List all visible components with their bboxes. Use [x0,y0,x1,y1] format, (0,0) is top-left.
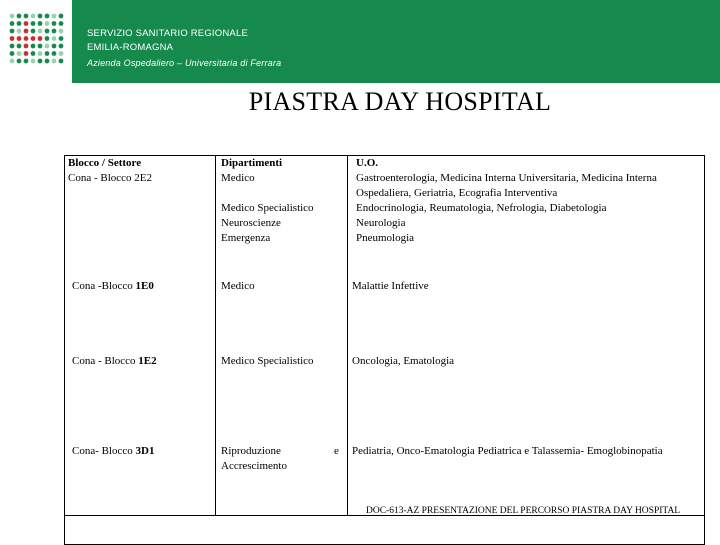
logo-dot [17,59,22,64]
logo-dot [59,59,64,64]
table-cell-uo: Pediatria, Onco-Ematologia Pediatrica e Talassemia- Emoglobinopatia [352,445,663,457]
logo-dot [17,14,22,19]
logo-dot [52,59,57,64]
logo-dot [52,51,57,56]
logo-dot [45,44,50,49]
table-cell-blocco [72,279,154,294]
blocco-prefix: Cona -Blocco [72,280,136,292]
blocco-prefix: Cona- Blocco [72,445,136,457]
logo-dot [10,29,15,34]
logo-dot [45,21,50,26]
logo-dot [31,44,36,49]
logo-dot [52,21,57,26]
table-cell-dipartimento: Medico [221,280,255,292]
logo-dot [38,29,43,34]
table-cell-dipartimento: Medico Specialistico [221,202,314,214]
table-cell-blocco: Cona - Blocco 2E2 [68,172,153,184]
header-blocco: Blocco / Settore [68,157,142,169]
header-uo: U.O. [356,157,378,169]
table-cell-dipartimento: Accrescimento [221,460,287,472]
logo-dot [45,29,50,34]
logo-dot [59,21,64,26]
blocco-code: 1E0 [135,280,154,292]
logo-dot [24,44,29,49]
blocco-code: 3D1 [135,445,155,457]
logo-dot [31,59,36,64]
logo-dot [38,59,43,64]
logo-dot [24,51,29,56]
logo-dot [24,59,29,64]
logo-dot [45,51,50,56]
regional-dot-grid-logo [8,12,66,66]
logo-dot [45,36,50,41]
logo-dot [17,51,22,56]
logo-dot [17,36,22,41]
logo-dot [10,14,15,19]
header-line-3: Azienda Ospedaliero – Universitaria di Ferrara [87,58,282,68]
logo-dot [24,14,29,19]
table-cell-blocco [72,354,157,369]
logo-dot [38,51,43,56]
table-cell-uo: Malattie Infettive [352,280,429,292]
logo-dot [10,51,15,56]
logo-dot [10,36,15,41]
blocco-code: 1E2 [138,355,157,367]
logo-dot [59,36,64,41]
logo-dot [59,44,64,49]
logo-dot [38,21,43,26]
column-divider [215,155,216,515]
table-cell-dipartimento-suffix: e [334,445,339,457]
logo-dot [52,29,57,34]
logo-dot [24,29,29,34]
table-cell-uo: Endocrinologia, Reumatologia, Nefrologia, Diabetologia [356,202,607,214]
document-footer: DOC-613-AZ PRESENTAZIONE DEL PERCORSO PIASTRA DAY HOSPITAL [366,506,681,516]
logo-dot [10,21,15,26]
logo-dot [45,14,50,19]
logo-dot [17,44,22,49]
header-line-2: EMILIA-ROMAGNA [87,42,174,53]
table-cell-dipartimento: Medico Specialistico [221,355,314,367]
logo-dot [17,21,22,26]
table-cell-uo: Gastroenterologia, Medicina Interna Universitaria, Medicina Interna [356,172,657,184]
logo-dot [31,51,36,56]
logo-dot [38,44,43,49]
blocco-prefix: Cona - Blocco [72,355,139,367]
table-cell-dipartimento: Riproduzione [221,445,281,457]
table-cell-uo: Ospedaliera, Geriatria, Ecografia Interventiva [356,187,558,199]
header-line-1: SERVIZIO SANITARIO REGIONALE [87,28,248,39]
header-dipartimenti: Dipartimenti [221,157,283,169]
logo-dot [52,36,57,41]
logo-dot [31,14,36,19]
table-cell-dipartimento: Neuroscienze [221,217,281,229]
table-cell-uo: Neurologia [356,217,406,229]
logo-dot [45,59,50,64]
logo-dot [38,14,43,19]
logo-dot [59,29,64,34]
logo-dot [31,29,36,34]
logo-dot [31,21,36,26]
table-cell-uo: Oncologia, Ematologia [352,355,455,367]
logo-dot [10,44,15,49]
table-cell-dipartimento: Emergenza [221,232,271,244]
logo-dot [17,29,22,34]
logo-dot [38,36,43,41]
logo-dot [24,21,29,26]
logo-dot [52,44,57,49]
logo-dot [59,51,64,56]
logo-dot [59,14,64,19]
table-cell-blocco [72,444,155,459]
page-title: PIASTRA DAY HOSPITAL [248,87,552,116]
logo-dot [31,36,36,41]
logo-dot [52,14,57,19]
header-banner [72,0,720,83]
table-cell-uo: Pneumologia [356,232,415,244]
column-divider [347,155,348,515]
logo-dot [24,36,29,41]
table-cell-dipartimento: Medico [221,172,255,184]
logo-dot [10,59,15,64]
